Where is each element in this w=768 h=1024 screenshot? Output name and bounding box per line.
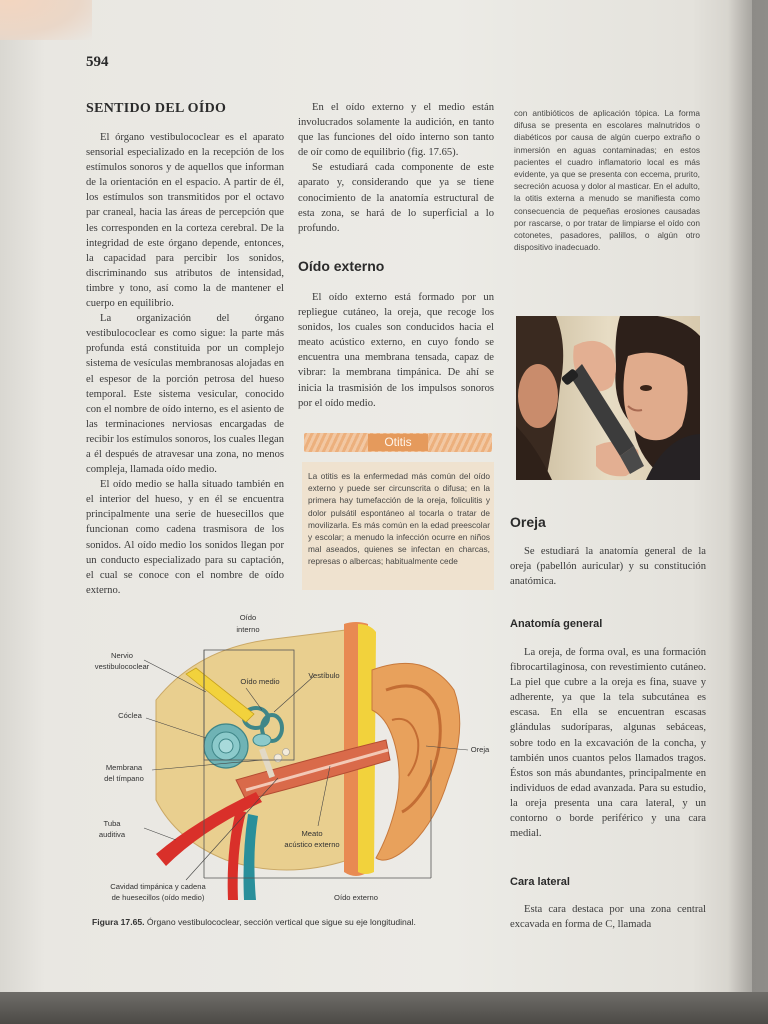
oido-externo-text bbox=[298, 290, 494, 411]
corner-decoration bbox=[0, 0, 92, 40]
label-meato-2: acústico externo bbox=[284, 840, 340, 849]
ear-anatomy-diagram bbox=[86, 610, 506, 910]
label-cavidad: Cavidad timpánica y cadena bbox=[110, 882, 206, 891]
page-bottom-edge bbox=[0, 992, 768, 1024]
figure-caption bbox=[92, 917, 512, 927]
label-tuba: Tuba bbox=[103, 819, 121, 828]
oreja-text bbox=[510, 544, 706, 589]
paragraph: Se estudiará cada componente de este aparato y, considerando que ya se tiene conocimiento de la anatomía estructural de esta zona, se hará de lo superficial a lo profundo. bbox=[298, 162, 494, 234]
otitis-title: Otitis bbox=[368, 434, 428, 451]
heading-cara-lateral: Cara lateral bbox=[510, 876, 570, 888]
label-coclea: Cóclea bbox=[118, 711, 142, 720]
paragraph: La oreja, de forma oval, es una formación fibrocartilaginosa, con revestimiento cutáneo. La piel que cubre a la oreja es fina, suave y adherente, ya que la tela subcutánea es escasa. En ella se encuentran escasas glándulas sudoríparas, algunas sebáceas, sobre todo en la excavación de la concha, y también unos cuantos pelos llamados tragos. Éstos son más abundantes, principalmente en individuos de edad avanzada. Para su estudio, la oreja presenta una cara lateral, y un contorno o borde periférico y una cara medial. bbox=[510, 647, 706, 840]
label-membrana-2: del tímpano bbox=[104, 774, 144, 783]
paragraph: El oído externo está formado por un repliegue cutáneo, la oreja, que recoge los sonidos, los cuales son conducidos hacia el meato acústico externo, en cuyo fondo se encuentra una membrana tensada, capaz de vibrar: la membrana timpánica. De ahí se inicia la trasmisión de los impulsos sonoros por el oído medio. bbox=[298, 292, 494, 409]
label-oido-interno: Oído bbox=[239, 613, 257, 622]
column-2-text bbox=[298, 100, 494, 236]
ear-anatomy-figure bbox=[86, 610, 506, 910]
anatomia-text bbox=[510, 645, 706, 841]
page-number: 594 bbox=[86, 54, 109, 70]
caption-label: Figura 17.65. bbox=[92, 917, 145, 927]
otitis-continuation: con antibióticos de aplicación tópica. La forma difusa se presenta en escolares malnutridos o diabéticos por causa de algún cuerpo extraño o inmersión en aguas contaminadas; en estos pacientes el cuadro inflamatorio local es más evidente, ya que se presenta con eccema, prurito, secreción acuosa y dolor al masticar. En el adulto, la otitis externa a menudo se manifiesta como consecuencia de pequeñas erosiones causadas por rascarse, o por tratar de limpiarse el oído con cotonetes, pasadores, palillos, o algún otro dispositivo inadecuado. bbox=[514, 108, 700, 253]
paragraph: Se estudiará la anatomía general de la oreja (pabellón auricular) y su constitución anatómica. bbox=[510, 546, 706, 588]
heading-anatomia-general: Anatomía general bbox=[510, 618, 603, 630]
paragraph: Esta cara destaca por una zona central excavada en forma de C, llamada bbox=[510, 904, 706, 931]
label-meato: Meato bbox=[301, 829, 323, 838]
label-nervio: Nervio bbox=[111, 651, 133, 660]
label-cavidad-2: de huesecillos (oído medio) bbox=[111, 893, 205, 902]
label-oido-medio: Oído medio bbox=[240, 677, 280, 686]
label-tuba-2: auditiva bbox=[98, 830, 126, 839]
label-oido-interno-2: interno bbox=[236, 625, 260, 634]
column-1-text bbox=[86, 130, 284, 598]
label-membrana: Membrana bbox=[105, 763, 143, 772]
heading-oido-externo: Oído externo bbox=[298, 258, 385, 274]
label-vestibulo: Vestíbulo bbox=[308, 671, 340, 680]
ear-exam-photo bbox=[516, 316, 700, 480]
paragraph: En el oído externo y el medio están involucrados solamente la audición, en tanto que las funciones del oído interno son tanto de oír como de equilibrio (fig. 17.65). bbox=[298, 102, 494, 159]
otoscope-exam-illustration bbox=[516, 316, 700, 480]
cara-lateral-text bbox=[510, 902, 706, 932]
label-oreja: Oreja bbox=[470, 745, 490, 754]
otitis-text: La otitis es la enfermedad más común del oído externo y puede ser circunscrita o difusa; en la primera hay tumefacción de la oreja, foliculitis y dolor pulsátil espontáneo al tocarla o tratar de movilizarla. Es más común en la edad preescolar y escolar; a menudo la infección ocurre en niños mal aseados, quienes se infectan en charcas, represas o albercas; habitualmente cede bbox=[308, 471, 490, 567]
heading-oreja: Oreja bbox=[510, 514, 546, 530]
paragraph: El oído medio se halla situado también en el interior del hueso, y en él se encuentra principalmente una serie de huesecillos que funcionan como cadena trasmisora de los sonidos. Al oído medio los sonidos llegan por un conducto especializado para su captación, el cual se conoce con el nombre de oído externo. bbox=[86, 479, 284, 596]
label-oido-externo: Oído externo bbox=[334, 893, 378, 902]
paragraph: El órgano vestibulococlear es el aparato sensorial especializado en la recepción de los estímulos sonoros y de aquellos que informan de la orientación en el espacio. A partir de él, los estímulos son transmitidos por el octavo par craneal, hacia las áreas de percepción que les corresponden en la corteza cerebral. De la integridad de este órgano depende, entonces, la capacidad para percibir los sonidos, discriminando sus atributos de intensidad, timbre y tono, así como la de mantener el cuerpo en equilibrio. bbox=[86, 132, 284, 310]
caption-text: Órgano vestibulococlear, sección vertical que sigue su eje longitudinal. bbox=[144, 917, 416, 927]
label-nervio-2: vestibulococlear bbox=[94, 662, 150, 671]
page-right-shadow bbox=[728, 0, 768, 1024]
paragraph: La organización del órgano vestibulococlear es como sigue: la parte más profunda está constituida por un complejo sistema de vesículas membranosas alojadas en el espesor de la porción petrosa del hueso temporal. Este sistema vesicular, conocido con el nombre de oído interno, es el asiento de las terminaciones nerviosas encargadas de recibir los estímulos sonoros, los cuales llegan a él después de atravesar una zona, no menos compleja, llamada oído medio. bbox=[86, 313, 284, 476]
section-title: SENTIDO DEL OÍDO bbox=[86, 101, 227, 116]
